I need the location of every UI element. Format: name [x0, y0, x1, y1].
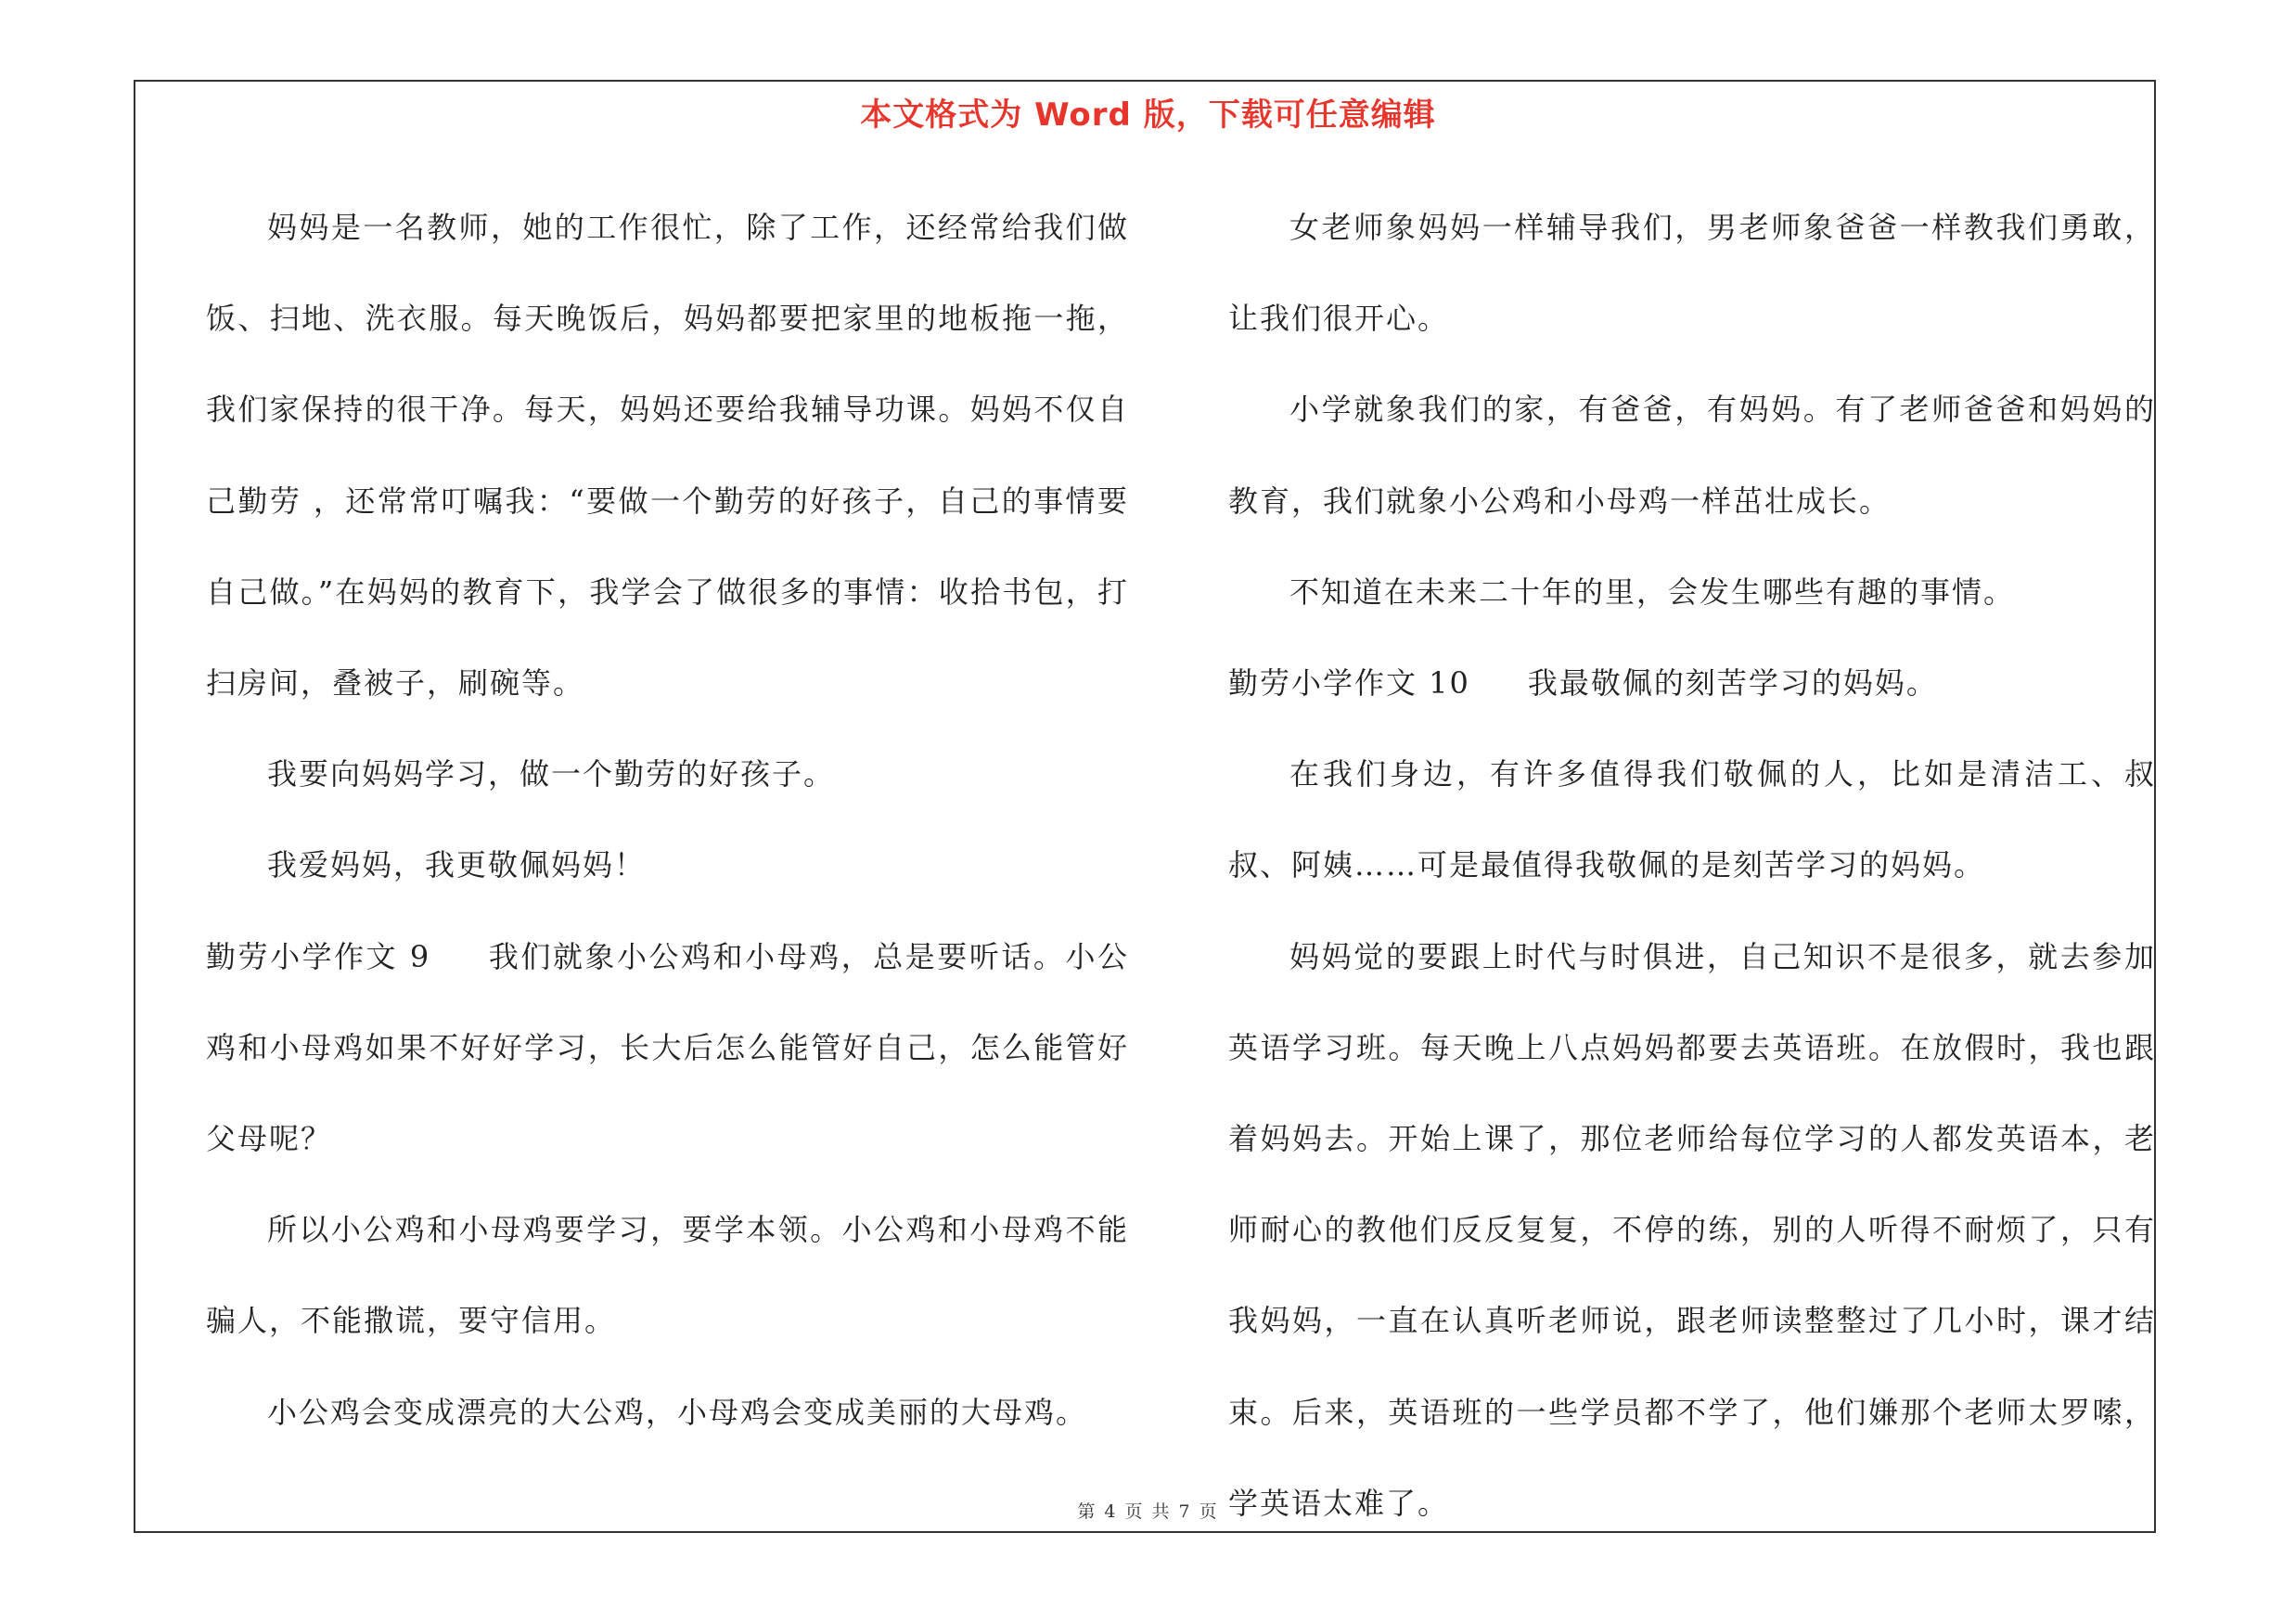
right-column: [1228, 182, 2156, 1549]
paragraph: 我爱妈妈，我更敬佩妈妈！: [267, 847, 647, 883]
header-banner: 本文格式为 Word 版，下载可任意编辑: [860, 97, 1436, 134]
paragraph: 不知道在未来二十年的里，会发生哪些有趣的事情。: [1289, 573, 2016, 610]
essay-text: 我们就象小公鸡和小母鸡，总是要听话。小公鸡和小母鸡如果不好好学习，长大后怎么能管好自己，怎么能管好父母呢？: [206, 938, 1129, 1157]
essay-text: 我最敬佩的刻苦学习的妈妈。: [1527, 665, 1938, 702]
paragraph: 妈妈觉的要跟上时代与时俱进，自己知识不是很多，就去参加英语学习班。每天晚上八点妈妈都要去英语班。在放假时，我也跟着妈妈去。开始上课了，那位老师给每位学习的人都发英语本，老师耐心的教他们反反复复，不停的练，别的人听得不耐烦了，只有我妈妈，一直在认真听老师说，跟老师读整整过了几小时，课才结束。后来，英语班的一些学员都不学了，他们嫌那个老师太罗嗦，学英语太难了。: [1228, 938, 2156, 1521]
paragraph: 小学就象我们的家，有爸爸，有妈妈。有了老师爸爸和妈妈的教育，我们就象小公鸡和小母鸡一样茁壮成长。: [1228, 392, 2156, 519]
paragraph: 妈妈是一名教师，她的工作很忙，除了工作，还经常给我们做饭、扫地、洗衣服。每天晚饭后，妈妈都要把家里的地板拖一拖，我们家保持的很干净。每天，妈妈还要给我辅导功课。妈妈不仅自己勤劳 ，还常常叮嘱我：“要做一个勤劳的好孩子，自己的事情要自己做。”在妈妈的教育下，我学会了做很多的事情：收拾书包，打扫房间，叠被子，刷碗等。: [206, 210, 1129, 702]
essay-section: [1228, 638, 2156, 728]
essay-section: [206, 911, 1129, 1185]
paragraph: 在我们身边，有许多值得我们敬佩的人，比如是清洁工、叔叔、阿姨……可是最值得我敬佩的是刻苦学习的妈妈。: [1228, 756, 2156, 883]
left-column: [206, 182, 1129, 1458]
paragraph: 女老师象妈妈一样辅导我们，男老师象爸爸一样教我们勇敢，让我们很开心。: [1228, 210, 2156, 337]
essay-title: 勤劳小学作文 10: [1228, 665, 1470, 702]
essay-title: 勤劳小学作文 9: [206, 938, 431, 974]
paragraph: 我要向妈妈学习，做一个勤劳的好孩子。: [267, 756, 836, 792]
paragraph: 所以小公鸡和小母鸡要学习，要学本领。小公鸡和小母鸡不能骗人，不能撒谎，要守信用。: [206, 1212, 1129, 1339]
page-indicator: 第 4 页 共 7 页: [1077, 1501, 1219, 1522]
paragraph: 小公鸡会变成漂亮的大公鸡，小母鸡会变成美丽的大母鸡。: [267, 1394, 1088, 1430]
